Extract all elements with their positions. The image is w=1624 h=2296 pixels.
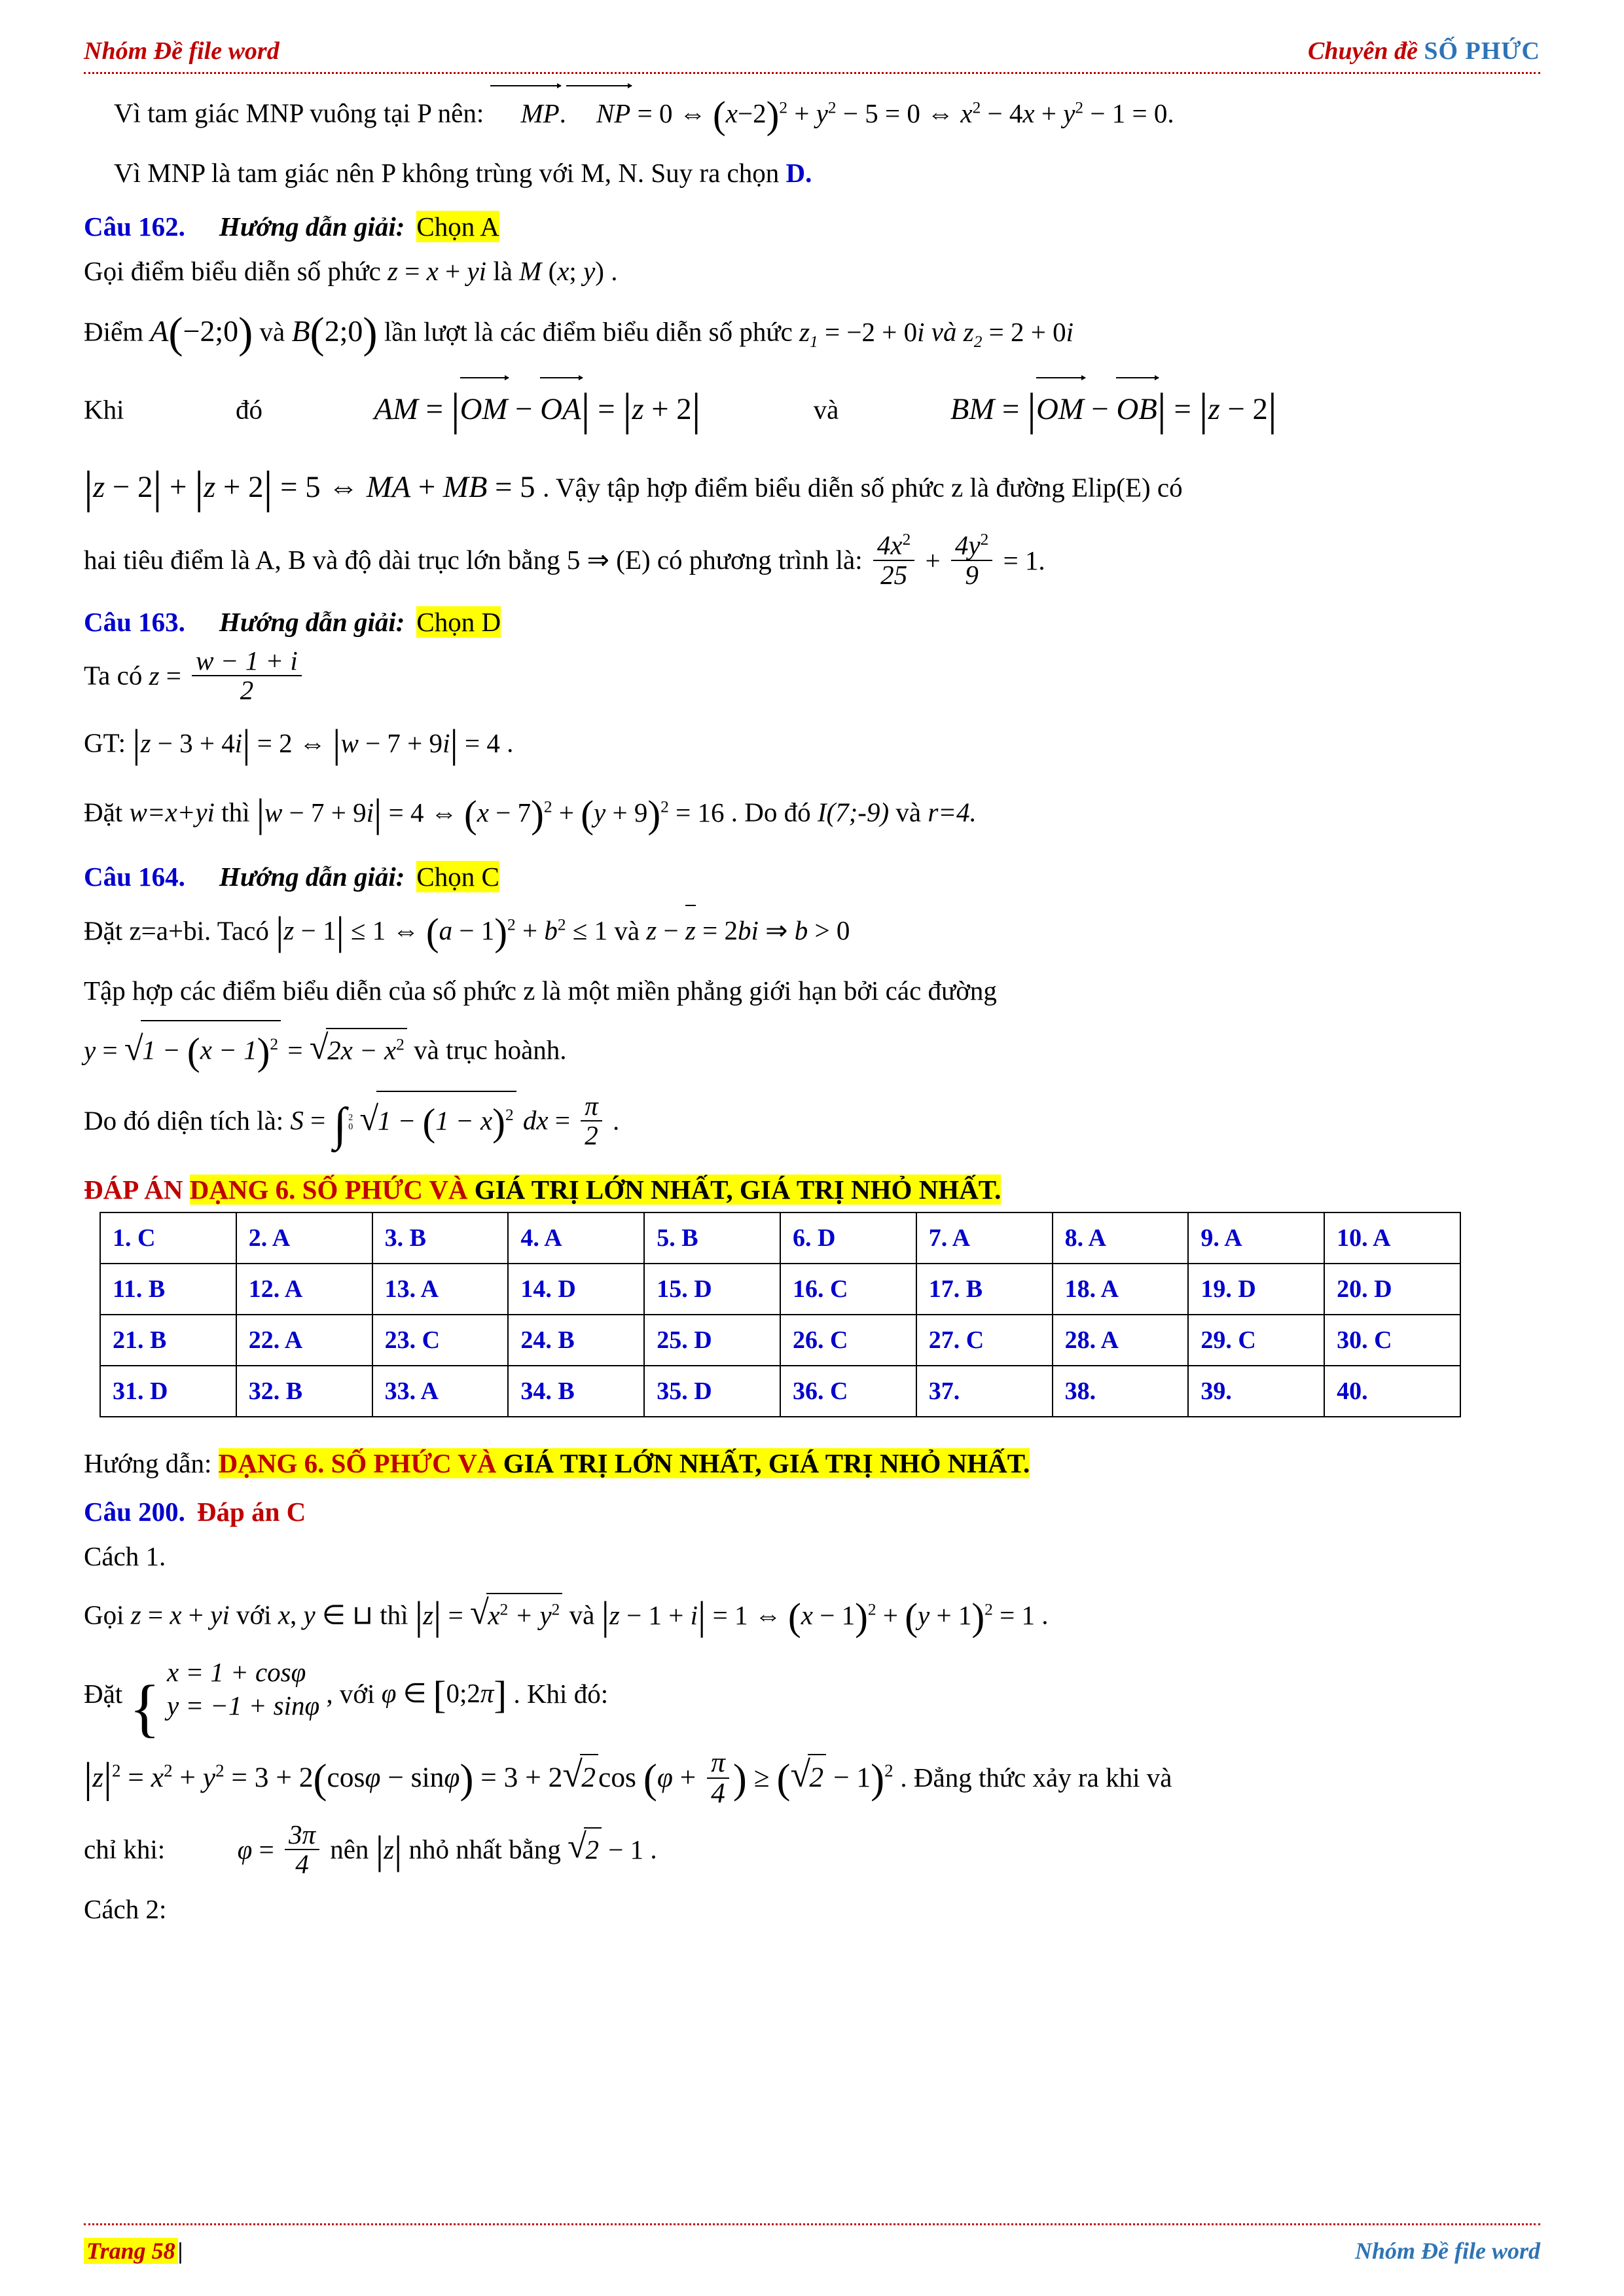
q164-line-1 bbox=[84, 902, 1540, 962]
q200-line-2-c: . Khi đó: bbox=[513, 1678, 609, 1709]
footer-left bbox=[84, 2237, 183, 2265]
answer-cell: 35. D bbox=[644, 1366, 780, 1417]
question-163-heading bbox=[84, 606, 1540, 638]
q200-line-1-d: và bbox=[569, 1599, 595, 1630]
q163-line-3-d: và bbox=[895, 797, 922, 828]
answer-key-banner-label: ĐÁP ÁN bbox=[84, 1174, 183, 1205]
q200-line-3-math: $|z|^2 = x^2 + y^2 = 3 + 2(\cos\varphi - \sin\varphi) = 3 + 2$ √ 2cos (φ + $\frac{\pi}{4}$ ) ≥ ( √ 2 − 1)$^2$ bbox=[84, 1746, 893, 1810]
q164-line-3-text: và trục hoành. bbox=[414, 1035, 567, 1066]
intro-line-1-math: MP. NP = 0 ⇔ $(x-2)^2 + y^2 - 5 = 0$ ⇔ $x^2 - 4x + y^2 - 1 = 0$. bbox=[490, 98, 1174, 128]
q164-line-1-a: Đặt z=a+bi. Tacó bbox=[84, 915, 269, 946]
answer-cell: 14. D bbox=[508, 1264, 644, 1315]
q200-line-1-math-1: z = x + yi bbox=[130, 1599, 230, 1630]
q200-line-2-a: Đặt bbox=[84, 1678, 123, 1709]
answer-cell: 24. B bbox=[508, 1315, 644, 1366]
q162-line-3-khi: Khi bbox=[84, 394, 124, 425]
q162-line-2-d: và bbox=[931, 316, 957, 347]
q164-line-1-math-2: z − z = 2bi ⇒ b > 0 bbox=[646, 915, 850, 945]
answer-cell: 15. D bbox=[644, 1264, 780, 1315]
question-162-guide-label: Hướng dẫn giải: bbox=[219, 211, 405, 242]
answer-cell: 36. C bbox=[780, 1366, 916, 1417]
header-right-suffix: SỐ PHỨC bbox=[1424, 37, 1540, 65]
q162-line-2-a: Điểm bbox=[84, 316, 144, 347]
q200-line-1-c: thì bbox=[380, 1599, 408, 1630]
q162-line-4 bbox=[84, 453, 1540, 522]
q163-line-3-b: thì bbox=[221, 797, 250, 828]
answer-cell: 7. A bbox=[916, 1212, 1053, 1264]
q163-line-3-a: Đặt bbox=[84, 797, 123, 828]
answer-key-banner-rest: GIÁ TRỊ LỚN NHẤT, GIÁ TRỊ NHỎ NHẤT. bbox=[467, 1174, 1001, 1205]
q162-line-1 bbox=[84, 251, 1540, 292]
q200-line-1-a: Gọi bbox=[84, 1599, 124, 1630]
q162-line-2-math-1: A(−2;0) bbox=[150, 309, 253, 357]
table-row bbox=[100, 1212, 1460, 1264]
answer-cell: 33. A bbox=[372, 1366, 509, 1417]
guide-banner-rest: GIÁ TRỊ LỚN NHẤT, GIÁ TRỊ NHỎ NHẤT. bbox=[496, 1448, 1030, 1478]
q163-line-2-dot: . bbox=[507, 727, 514, 758]
q162-line-1-a: Gọi điểm biểu diễn số phức bbox=[84, 255, 381, 286]
q163-line-1-math: z = $\frac{w - 1 + i}{2}$ bbox=[149, 661, 306, 691]
q162-line-2-math-4: $z_2 = 2 + 0i$ bbox=[963, 316, 1074, 352]
q164-line-4 bbox=[84, 1091, 1540, 1152]
footer-page-label: Trang 58 bbox=[84, 2238, 178, 2264]
q162-line-1-math-2: M (x; y) bbox=[519, 255, 604, 286]
question-200-number: Câu 200. bbox=[84, 1496, 185, 1527]
answer-cell: 22. A bbox=[236, 1315, 372, 1366]
q163-line-3-c: . Do đó bbox=[731, 797, 811, 828]
answer-cell: 19. D bbox=[1188, 1264, 1324, 1315]
answer-cell: 30. C bbox=[1324, 1315, 1460, 1366]
q162-line-3-va: và bbox=[813, 394, 839, 425]
q162-line-3 bbox=[84, 375, 1540, 444]
answer-cell: 23. C bbox=[372, 1315, 509, 1366]
q163-line-3-math: |w − 7 + 9i| = 4 ⇔ $(x - 7)^2 + (y + 9)^2 = 16$ bbox=[256, 791, 725, 836]
answer-cell: 27. C bbox=[916, 1315, 1053, 1366]
q164-line-1-math-1: |z − 1| ≤ 1 ⇔ $(a - 1)^2 + b^2 \le 1$ bbox=[276, 909, 608, 954]
q200-line-3 bbox=[84, 1747, 1540, 1811]
q200-line-4-c: nhỏ nhất bằng bbox=[408, 1834, 561, 1865]
answer-cell: 16. C bbox=[780, 1264, 916, 1315]
intro-line-1-text: Vì tam giác MNP vuông tại P nên: bbox=[114, 98, 484, 128]
q162-line-3-math-2: BM = |OM − OB| = |z − 2| bbox=[950, 384, 1277, 435]
q163-line-3-center: I(7;-9) bbox=[817, 797, 890, 828]
footer-divider bbox=[84, 2223, 1540, 2225]
q162-line-5 bbox=[84, 531, 1540, 589]
answer-cell: 25. D bbox=[644, 1315, 780, 1366]
answer-cell: 31. D bbox=[100, 1366, 236, 1417]
header-left-text: Nhóm Đề file word bbox=[84, 37, 280, 65]
question-164-answer: Chọn C bbox=[416, 861, 499, 892]
q163-line-2-a: GT: bbox=[84, 727, 126, 758]
q162-line-2-c: lần lượt là các điểm biểu diễn số phức bbox=[384, 316, 793, 347]
q162-line-1-b: là bbox=[493, 255, 513, 286]
page-footer bbox=[84, 2217, 1540, 2265]
q162-line-4-text: . Vậy tập hợp điểm biểu diễn số phức z là đường Elip(E) có bbox=[543, 472, 1183, 503]
q162-line-2-math-3: $z_1 = -2 + 0i$ bbox=[799, 316, 925, 352]
q162-line-5-a: hai tiêu điểm là A, B và độ dài trục lớn bằng 5 bbox=[84, 545, 581, 575]
answer-cell: 9. A bbox=[1188, 1212, 1324, 1264]
q200-line-4-a: chỉ khi: bbox=[84, 1834, 166, 1865]
answer-cell: 26. C bbox=[780, 1315, 916, 1366]
intro-line-2 bbox=[84, 153, 1540, 194]
answer-cell: 2. A bbox=[236, 1212, 372, 1264]
answer-key-table bbox=[99, 1212, 1461, 1417]
q200-line-4-math-3: √ 2 − 1 bbox=[568, 1834, 650, 1865]
q163-line-1 bbox=[84, 647, 1540, 704]
q200-line-1-dot: . bbox=[1041, 1599, 1049, 1630]
q163-line-1-a: Ta có bbox=[84, 660, 143, 691]
question-164-number: Câu 164. bbox=[84, 861, 185, 892]
q164-line-1-b: và bbox=[614, 915, 640, 946]
question-162-answer: Chọn A bbox=[416, 211, 499, 242]
footer-page-mark: | bbox=[177, 2238, 183, 2264]
q163-line-2 bbox=[84, 714, 1540, 774]
q162-line-3-math-1: AM = |OM − OA| = |z + 2| bbox=[374, 384, 701, 435]
guide-banner-dang: DẠNG 6. SỐ PHỨC VÀ bbox=[218, 1448, 497, 1478]
q200-cases bbox=[167, 1656, 319, 1723]
answer-cell: 40. bbox=[1324, 1366, 1460, 1417]
answer-cell: 28. A bbox=[1053, 1315, 1189, 1366]
answer-key-banner-dang: DẠNG 6. SỐ PHỨC VÀ bbox=[189, 1174, 468, 1205]
header-right-prefix: Chuyên đề bbox=[1307, 37, 1418, 65]
question-163-answer: Chọn D bbox=[416, 607, 501, 638]
answer-cell: 18. A bbox=[1053, 1264, 1189, 1315]
answer-cell: 11. B bbox=[100, 1264, 236, 1315]
q162-line-2 bbox=[84, 301, 1540, 366]
q200-line-1-b: với bbox=[236, 1599, 272, 1630]
q162-line-5-b: ⇒ (E) có phương trình là: bbox=[586, 545, 863, 575]
q200-line-4-math-2: |z| bbox=[375, 1828, 403, 1872]
answer-cell: 38. bbox=[1053, 1366, 1189, 1417]
q200-line-4-b: nên bbox=[330, 1834, 369, 1865]
table-row bbox=[100, 1366, 1460, 1417]
answer-cell: 13. A bbox=[372, 1264, 509, 1315]
header-right-text bbox=[1308, 37, 1540, 65]
q162-line-3-do: đó bbox=[236, 394, 262, 425]
q164-line-2: Tập hợp các điểm biểu diễn của số phức z là một miền phẳng giới hạn bởi các đường bbox=[84, 975, 997, 1006]
q200-line-3-text: . Đẳng thức xảy ra khi và bbox=[900, 1762, 1172, 1793]
q200-case-1: x = 1 + cosφ bbox=[166, 1656, 306, 1687]
q163-line-3-w: w=x+yi bbox=[129, 797, 215, 828]
question-162-number: Câu 162. bbox=[84, 211, 185, 242]
q162-line-2-math-2: B(2;0) bbox=[291, 309, 378, 357]
q200-line-2-math: φ ∈ [0;2π] bbox=[381, 1673, 507, 1717]
answer-cell: 29. C bbox=[1188, 1315, 1324, 1366]
intro-line-1 bbox=[84, 86, 1540, 144]
q164-line-3-math: y = √ $1 - (x - 1)^2$ = √ $2x - x^2$ bbox=[84, 1035, 414, 1065]
answer-cell: 37. bbox=[916, 1366, 1053, 1417]
question-164-heading bbox=[84, 861, 1540, 892]
q200-cach-1: Cách 1. bbox=[84, 1540, 166, 1571]
q200-line-2-b: , với bbox=[326, 1678, 375, 1709]
q163-line-2-math: |z − 3 + 4i| = 2 ⇔ |w − 7 + 9i| = 4 bbox=[132, 721, 500, 767]
q163-line-3 bbox=[84, 783, 1540, 843]
q200-line-4-dot: . bbox=[650, 1834, 657, 1865]
q164-line-3 bbox=[84, 1020, 1540, 1081]
q200-case-2: y = −1 + sinφ bbox=[166, 1690, 320, 1721]
q200-line-1-math-4: |z − 1 + i| = 1 ⇔ $(x - 1)^2 + (y + 1)^2 = 1$ bbox=[601, 1594, 1035, 1639]
q200-line-1-math-2: x, y ∈ ⊔ bbox=[278, 1599, 373, 1630]
q164-line-4-dot: . bbox=[613, 1105, 620, 1136]
answer-key-banner bbox=[84, 1174, 1540, 1205]
q200-line-4 bbox=[84, 1820, 1540, 1880]
answer-cell: 3. B bbox=[372, 1212, 509, 1264]
q200-cach-2: Cách 2: bbox=[84, 1894, 167, 1925]
q200-line-1-math-3: |z| = √ $x^2 + y^2$ bbox=[415, 1600, 569, 1630]
question-200-heading bbox=[84, 1496, 1540, 1527]
answer-cell: 8. A bbox=[1053, 1212, 1189, 1264]
question-163-number: Câu 163. bbox=[84, 607, 185, 638]
header-divider bbox=[84, 72, 1540, 74]
guide-banner-label: Hướng dẫn: bbox=[84, 1448, 212, 1478]
q162-line-1-math-1: z = x + yi bbox=[388, 255, 487, 286]
answer-cell: 39. bbox=[1188, 1366, 1324, 1417]
answer-cell: 1. C bbox=[100, 1212, 236, 1264]
table-row bbox=[100, 1264, 1460, 1315]
question-162-heading bbox=[84, 211, 1540, 242]
guide-banner bbox=[84, 1448, 1540, 1479]
q200-cases-brace: { bbox=[129, 1672, 160, 1744]
intro-line-2-answer: D. bbox=[785, 158, 812, 189]
q164-line-4-math: S = ∫ 2 0 √ $1 - (1 - x)^2$ dx = $\frac{\pi}{2}$ bbox=[290, 1105, 613, 1135]
answer-cell: 21. B bbox=[100, 1315, 236, 1366]
footer-right: Nhóm Đề file word bbox=[1355, 2238, 1540, 2264]
page-header bbox=[84, 37, 1540, 65]
q162-line-1-dot: . bbox=[611, 255, 618, 286]
q200-line-4-math-1: φ = $\frac{3\pi}{4}$ bbox=[238, 1834, 331, 1865]
intro-line-2-text: Vì MNP là tam giác nên P không trùng với M, N. Suy ra chọn bbox=[114, 158, 780, 189]
question-164-guide-label: Hướng dẫn giải: bbox=[219, 861, 405, 892]
q200-line-2 bbox=[84, 1656, 1540, 1744]
q164-line-4-a: Do đó diện tích là: bbox=[84, 1105, 284, 1136]
q200-line-1 bbox=[84, 1586, 1540, 1646]
answer-cell: 10. A bbox=[1324, 1212, 1460, 1264]
answer-cell: 32. B bbox=[236, 1366, 372, 1417]
q162-line-4-math: |z − 2| + |z + 2| = 5 ⇔ MA + MB = 5 bbox=[84, 462, 535, 513]
answer-cell: 5. B bbox=[644, 1212, 780, 1264]
question-163-guide-label: Hướng dẫn giải: bbox=[219, 607, 405, 638]
answer-cell: 17. B bbox=[916, 1264, 1053, 1315]
question-200-answer: Đáp án C bbox=[196, 1496, 306, 1527]
answer-cell: 34. B bbox=[508, 1366, 644, 1417]
q162-line-5-math: $\frac{4x^2}{25}$ + $\frac{4y^2}{9}$ = 1. bbox=[869, 545, 1045, 575]
answer-cell: 6. D bbox=[780, 1212, 916, 1264]
q162-line-2-b: và bbox=[259, 316, 285, 347]
answer-cell: 20. D bbox=[1324, 1264, 1460, 1315]
answer-cell: 12. A bbox=[236, 1264, 372, 1315]
table-row bbox=[100, 1315, 1460, 1366]
answer-cell: 4. A bbox=[508, 1212, 644, 1264]
q163-line-3-radius: r=4. bbox=[928, 797, 977, 828]
